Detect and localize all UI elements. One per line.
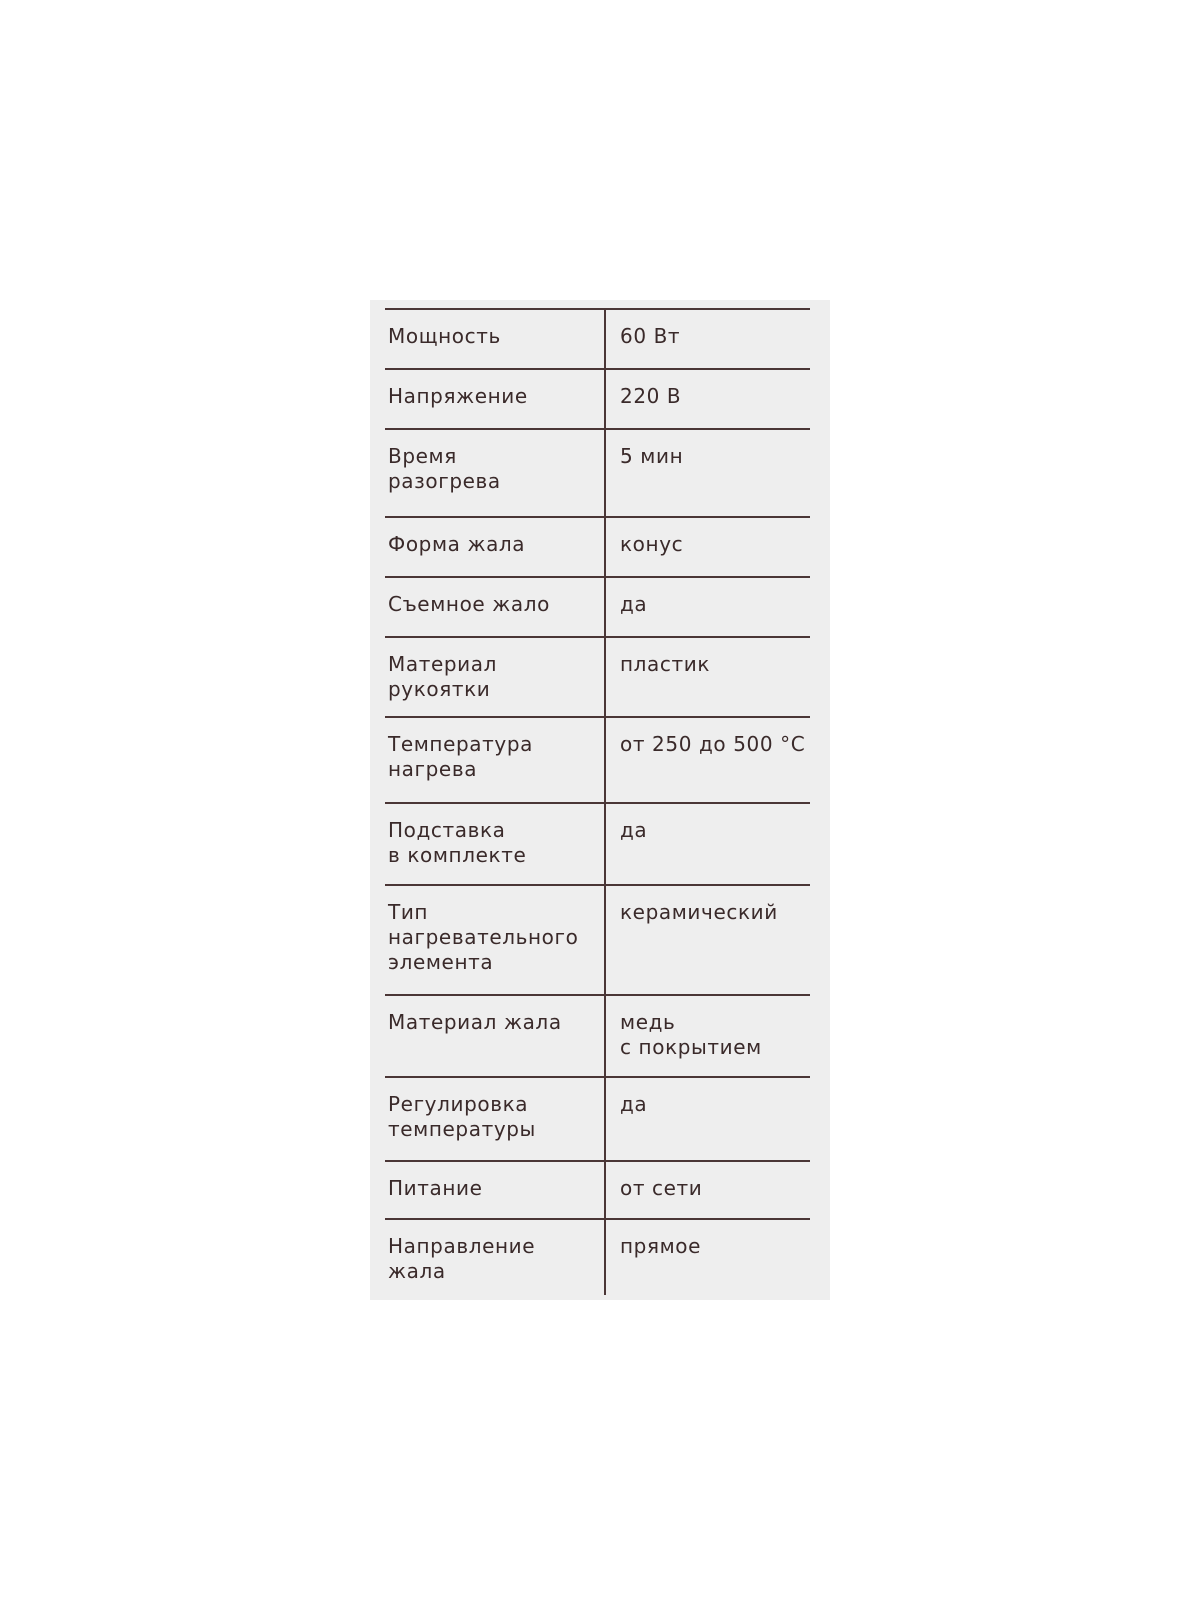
table-row (385, 517, 810, 577)
spec-value: керамический (605, 885, 810, 995)
spec-label: Съемное жало (385, 577, 605, 637)
spec-label: Напряжение (385, 369, 605, 429)
spec-table (385, 308, 810, 1295)
table-row (385, 577, 810, 637)
spec-value: медь с покрытием (605, 995, 810, 1077)
table-row (385, 369, 810, 429)
spec-label: Регулировка температуры (385, 1077, 605, 1161)
table-row (385, 803, 810, 885)
spec-value: конус (605, 517, 810, 577)
spec-label: Питание (385, 1161, 605, 1219)
table-row (385, 637, 810, 717)
table-row (385, 429, 810, 517)
table-row (385, 1219, 810, 1295)
spec-label: Тип нагревательного элемента (385, 885, 605, 995)
spec-card (370, 300, 830, 1300)
spec-value: прямое (605, 1219, 810, 1295)
spec-value: да (605, 1077, 810, 1161)
spec-value: от сети (605, 1161, 810, 1219)
spec-value: да (605, 577, 810, 637)
spec-value: от 250 до 500 °C (605, 717, 810, 803)
spec-value: да (605, 803, 810, 885)
spec-label: Материал жала (385, 995, 605, 1077)
table-row (385, 717, 810, 803)
spec-label: Направление жала (385, 1219, 605, 1295)
table-row (385, 885, 810, 995)
table-row (385, 309, 810, 369)
spec-label: Температура нагрева (385, 717, 605, 803)
table-row (385, 1161, 810, 1219)
spec-label: Материал рукоятки (385, 637, 605, 717)
spec-value: пластик (605, 637, 810, 717)
spec-value: 5 мин (605, 429, 810, 517)
spec-label: Подставка в комплекте (385, 803, 605, 885)
table-row (385, 995, 810, 1077)
spec-value: 60 Вт (605, 309, 810, 369)
spec-value: 220 В (605, 369, 810, 429)
table-row (385, 1077, 810, 1161)
spec-label: Мощность (385, 309, 605, 369)
spec-label: Время разогрева (385, 429, 605, 517)
spec-label: Форма жала (385, 517, 605, 577)
